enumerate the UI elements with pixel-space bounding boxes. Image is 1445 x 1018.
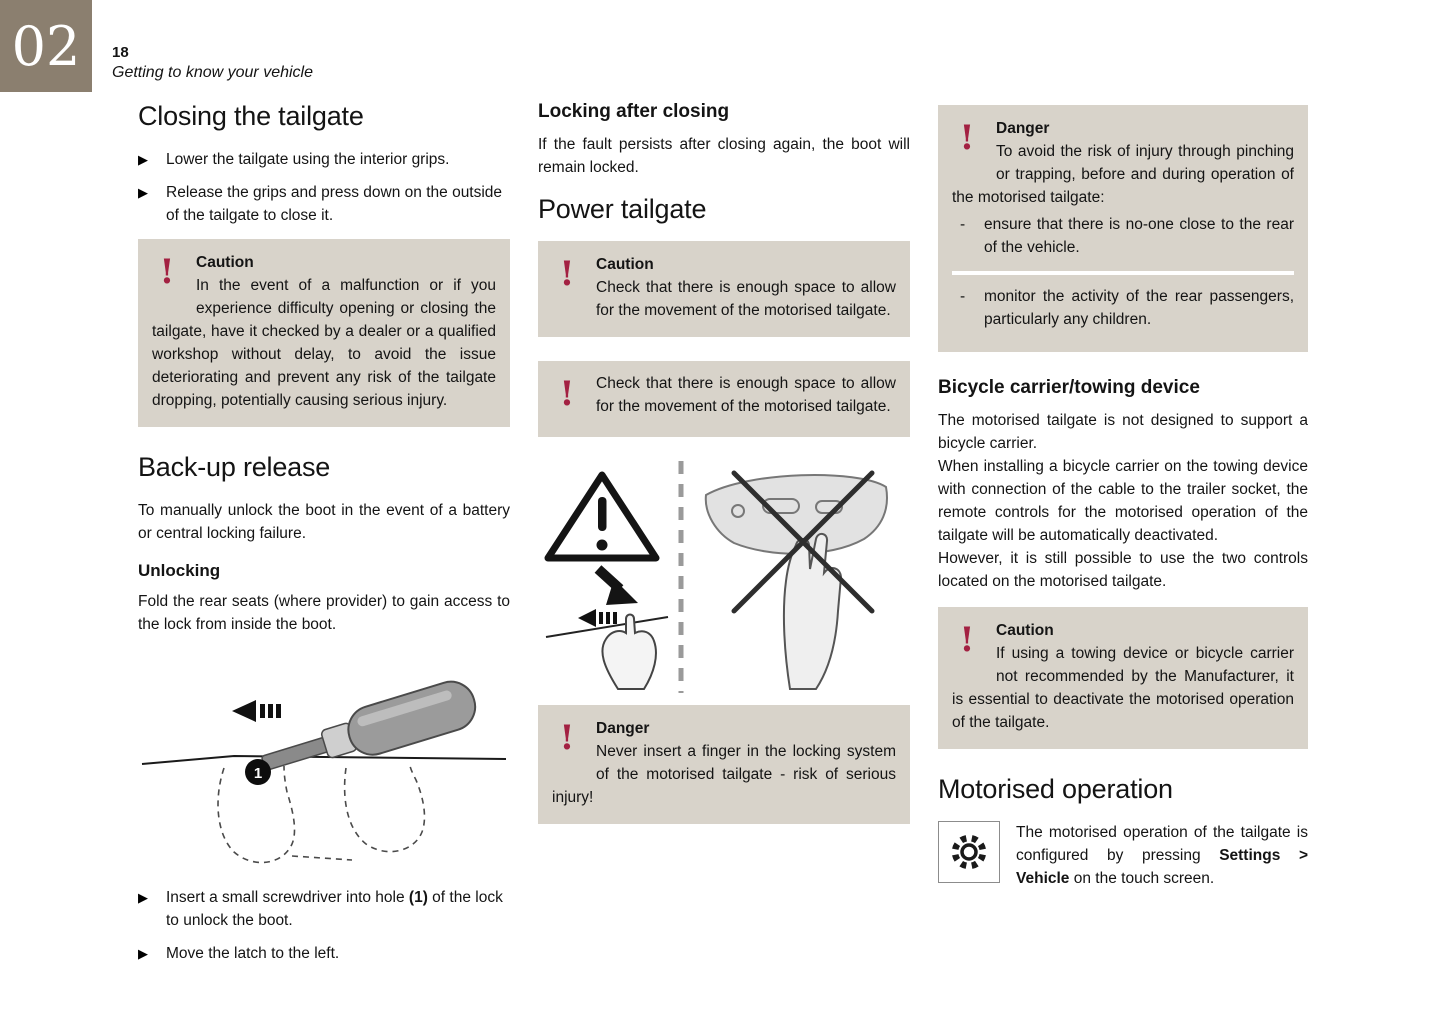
caution-text: If using a towing device or bicycle carrier not recommended by the Manufacturer, it is essential to deactivate the motorised operation of the tailgate. bbox=[952, 645, 1294, 731]
column-middle bbox=[538, 100, 910, 848]
caution-label: Caution bbox=[996, 622, 1054, 639]
instruction-item bbox=[138, 148, 510, 171]
instruction-text: Insert a small screwdriver into hole (1) of the lock to unlock the boot. bbox=[166, 889, 503, 929]
heading-locking-after-closing: Locking after closing bbox=[538, 101, 730, 122]
caution-box bbox=[938, 607, 1308, 749]
danger-box bbox=[938, 105, 1308, 352]
instruction-text: Lower the tailgate using the interior grips. bbox=[166, 151, 450, 168]
danger-list-item bbox=[952, 209, 1294, 265]
backup-intro: To manually unlock the boot in the event of a battery or central locking failure. bbox=[138, 502, 510, 542]
warning-triangle-icon bbox=[548, 475, 656, 558]
chapter-badge: 02 bbox=[0, 0, 92, 92]
caution-label: Caution bbox=[196, 254, 254, 271]
column-right bbox=[938, 105, 1308, 890]
heading-bicycle-carrier: Bicycle carrier/towing device bbox=[938, 377, 1200, 398]
dash-bullet-icon: - bbox=[960, 216, 966, 233]
page-number: 18 bbox=[112, 44, 129, 61]
boot-edge-line bbox=[142, 756, 506, 764]
section-title: Getting to know your vehicle bbox=[112, 64, 313, 81]
warning-exclamation-icon: ! bbox=[559, 374, 575, 414]
bicycle-paragraph: The motorised tailgate is not designed to support a bicycle carrier. bbox=[938, 412, 1308, 452]
warning-exclamation-icon: ! bbox=[159, 252, 175, 292]
danger-label: Danger bbox=[996, 120, 1050, 137]
motorised-operation-row bbox=[938, 821, 1308, 890]
instruction-text: Move the latch to the left. bbox=[166, 945, 340, 962]
locking-text: If the fault persists after closing again, the boot will remain locked. bbox=[538, 136, 910, 176]
tailgate-warning-illustration bbox=[538, 461, 910, 693]
callout-number: 1 bbox=[253, 765, 263, 782]
heading-closing-tailgate: Closing the tailgate bbox=[138, 101, 364, 131]
prohibited-grip-sketch bbox=[706, 475, 887, 689]
instruction-item bbox=[138, 181, 510, 227]
danger-list-text: monitor the activity of the rear passengers, particularly any children. bbox=[984, 288, 1294, 328]
heading-unlocking: Unlocking bbox=[138, 561, 221, 580]
arrow-bullet-icon: ▶ bbox=[138, 152, 148, 167]
screwdriver-illustration bbox=[253, 676, 481, 787]
instruction-item bbox=[138, 886, 510, 932]
arrow-bullet-icon: ▶ bbox=[138, 946, 148, 961]
danger-list-item bbox=[952, 271, 1294, 337]
backup-release-illustration bbox=[138, 646, 510, 874]
arrow-bullet-icon: ▶ bbox=[138, 890, 148, 905]
instruction-item bbox=[138, 942, 510, 965]
small-direction-arrow-icon bbox=[578, 609, 617, 627]
bicycle-paragraph: When installing a bicycle carrier on the towing device with connection of the cable to the trailer socket, the remote controls for the motorised operation of the tailgate will be automatically deactivated. bbox=[938, 458, 1308, 544]
heading-backup-release: Back-up release bbox=[138, 452, 331, 482]
column-left bbox=[138, 100, 510, 975]
lock-outline-dashed bbox=[345, 766, 425, 852]
caution-text: Check that there is enough space to allow for the movement of the motorised tailgate. bbox=[596, 279, 896, 319]
warning-exclamation-icon: ! bbox=[959, 118, 975, 158]
danger-list-text: ensure that there is no-one close to the rear of the vehicle. bbox=[984, 216, 1294, 256]
unlocking-text: Fold the rear seats (where provider) to gain access to the lock from inside the boot. bbox=[138, 593, 510, 633]
warning-exclamation-icon: ! bbox=[559, 718, 575, 758]
caution-box bbox=[538, 241, 910, 337]
warning-exclamation-icon: ! bbox=[559, 254, 575, 294]
latch-direction-arrow-icon bbox=[232, 700, 281, 722]
danger-box bbox=[538, 705, 910, 824]
danger-label: Danger bbox=[596, 720, 650, 737]
pinch-arrow-icon bbox=[598, 569, 638, 605]
heading-motorised-operation: Motorised operation bbox=[938, 774, 1173, 804]
settings-gear-icon bbox=[947, 830, 991, 874]
settings-icon-box bbox=[938, 821, 1000, 883]
caution-box bbox=[138, 239, 510, 427]
arrow-bullet-icon: ▶ bbox=[138, 185, 148, 200]
caution-box bbox=[538, 361, 910, 437]
motorised-operation-text: The motorised operation of the tailgate is configured by pressing Settings > Vehicle on the touch screen. bbox=[1016, 824, 1308, 887]
danger-text: Never insert a finger in the locking system of the motorised tailgate - risk of serious injury! bbox=[552, 743, 896, 806]
caution-text: In the event of a malfunction or if you experience difficulty opening or closing the tailgate, have it checked by a dealer or a qualified workshop without delay, to avoid the issue deteriorating and prevent any risk of the tailgate dropping, potentially causing serious injury. bbox=[152, 277, 496, 409]
caution-label: Caution bbox=[596, 256, 654, 273]
warning-exclamation-icon: ! bbox=[959, 620, 975, 660]
dash-bullet-icon: - bbox=[960, 288, 966, 305]
danger-intro: To avoid the risk of injury through pinching or trapping, before and during operation of the motorised tailgate: bbox=[952, 143, 1294, 206]
instruction-text: Release the grips and press down on the outside of the tailgate to close it. bbox=[166, 184, 503, 224]
bicycle-paragraph: However, it is still possible to use the two controls located on the motorised tailgate. bbox=[938, 550, 1308, 590]
caution-text: Check that there is enough space to allow for the movement of the motorised tailgate. bbox=[596, 375, 896, 415]
heading-power-tailgate: Power tailgate bbox=[538, 194, 707, 224]
